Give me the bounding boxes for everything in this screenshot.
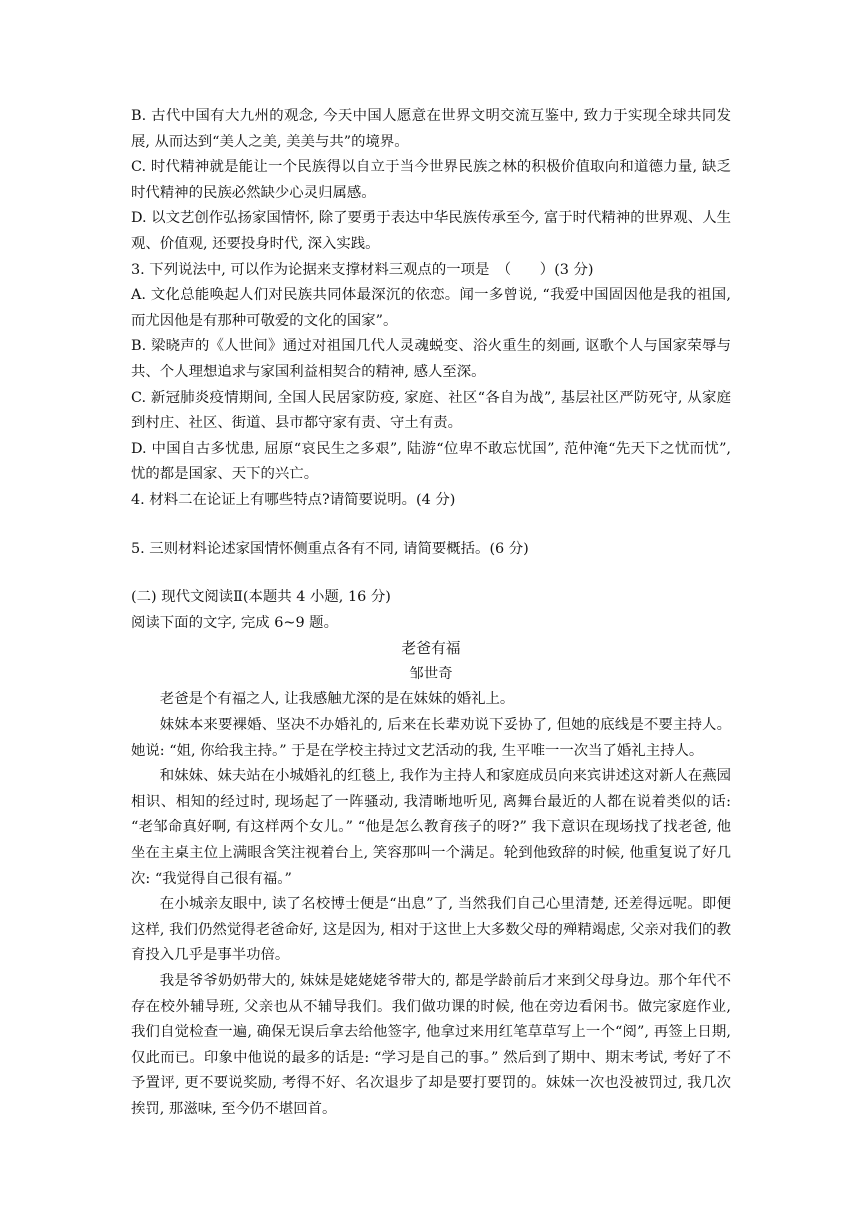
article-title: 老爸有福	[401, 640, 461, 658]
article-paragraph-2: 妹妹本来要裸婚、坚决不办婚礼的, 后来在长辈劝说下妥协了, 但她的底线是不要主持人。她说: “姐, 你给我主持。” 于是在学校主持过文艺活动的我, 生平唯一一次当了婚礼主持人。	[131, 717, 731, 759]
q3-option-c: C. 新冠肺炎疫情期间, 全国人民居家防疫, 家庭、社区“各自为战”, 基层社区严防死守, 从家庭到村庄、社区、街道、县市都守家有责、守土有责。	[131, 389, 731, 432]
article-paragraph-5: 我是爷爷奶奶带大的, 妹妹是姥姥姥爷带大的, 都是学龄前后才来到父母身边。那个年代不存在校外辅导班, 父亲也从不辅导我们。我们做功课的时候, 他在旁边看闲书。做完家庭作业, 我们自觉检查一遍, 确保无误后拿去给他签字, 他拿过来用红笔草草写上一个“阅”, 再签上日期, 仅此而已。印象中他说的最多的话是: “学习是自己的事。” 然后到了期中、期末考试, 考好了不予置评, 更不要说奖励, 考得不好、名次退步了却是要打要罚的。妹妹一次也没被罚过, 我几次挨罚, 那滋味, 至今仍不堪回首。	[131, 973, 731, 1117]
q5-question: 5. 三则材料论述家国情怀侧重点各有不同, 请简要概括。(6 分)	[131, 540, 529, 557]
q3-option-d: D. 中国自古多忧患, 屈原“哀民生之多艰”, 陆游“位卑不敢忘忧国”, 范仲淹“先天下之忧而忧”, 忧的都是国家、天下的兴亡。	[131, 440, 731, 483]
q4-question: 4. 材料二在论证上有哪些特点?请简要说明。(4 分)	[131, 491, 456, 508]
q3-option-a: A. 文化总能唤起人们对民族共同体最深沉的依恋。闻一多曾说, “我爱中国固因他是我的祖国, 而尤因他是有那种可敬爱的文化的国家”。	[131, 287, 731, 329]
exam-page	[131, 104, 731, 1123]
q2-option-d: D. 以文艺创作弘扬家国情怀, 除了要勇于表达中华民族传承至今, 富于时代精神的世界观、人生观、价值观, 还要投身时代, 深入实践。	[131, 210, 731, 252]
section-instruction: 阅读下面的文字, 完成 6~9 题。	[131, 614, 338, 631]
q3-option-b: B. 梁晓声的《人世间》通过对祖国几代人灵魂蜕变、浴火重生的刻画, 讴歌个人与国家荣辱与共、个人理想追求与家国利益相契合的精神, 感人至深。	[131, 338, 731, 380]
q2-option-b: B. 古代中国有大九州的观念, 今天中国人愿意在世界文明交流互鉴中, 致力于实现全球共同发展, 从而达到“美人之美, 美美与共”的境界。	[131, 108, 731, 150]
article-paragraph-4: 在小城亲友眼中, 读了名校博士便是“出息”了, 当然我们自己心里清楚, 还差得远呢。即便这样, 我们仍然觉得老爸命好, 这是因为, 相对于这世上大多数父母的殚精竭虑, 父亲对我们的教育投入几乎是事半功倍。	[131, 896, 731, 964]
q3-stem: 3. 下列说法中, 可以作为论据来支撑材料三观点的一项是 （ ）(3 分)	[131, 261, 594, 278]
section-heading: (二) 现代文阅读Ⅱ(本题共 4 小题, 16 分)	[131, 589, 391, 606]
q2-option-c: C. 时代精神就是能让一个民族得以自立于当今世界民族之林的积极价值取向和道德力量, 缺乏时代精神的民族必然缺少心灵归属感。	[131, 159, 731, 201]
article-paragraph-1: 老爸是个有福之人, 让我感触尤深的是在妹妹的婚礼上。	[159, 691, 515, 708]
article-paragraph-3: 和妹妹、妹夫站在小城婚礼的红毯上, 我作为主持人和家庭成员向来宾讲述这对新人在燕园相识、相知的经过时, 现场起了一阵骚动, 我清晰地听见, 离舞台最近的人都在说着类似的话: “老邹命真好啊, 有这样两个女儿。” “他是怎么教育孩子的呀?” 我下意识在现场找了找老爸, 他坐在主桌主位上满眼含笑注视着台上, 笑容那叫一个满足。轮到他致辞的时候, 他重复说了好几次: “我觉得自己很有福。”	[131, 768, 731, 887]
article-author: 邹世奇	[409, 665, 453, 682]
